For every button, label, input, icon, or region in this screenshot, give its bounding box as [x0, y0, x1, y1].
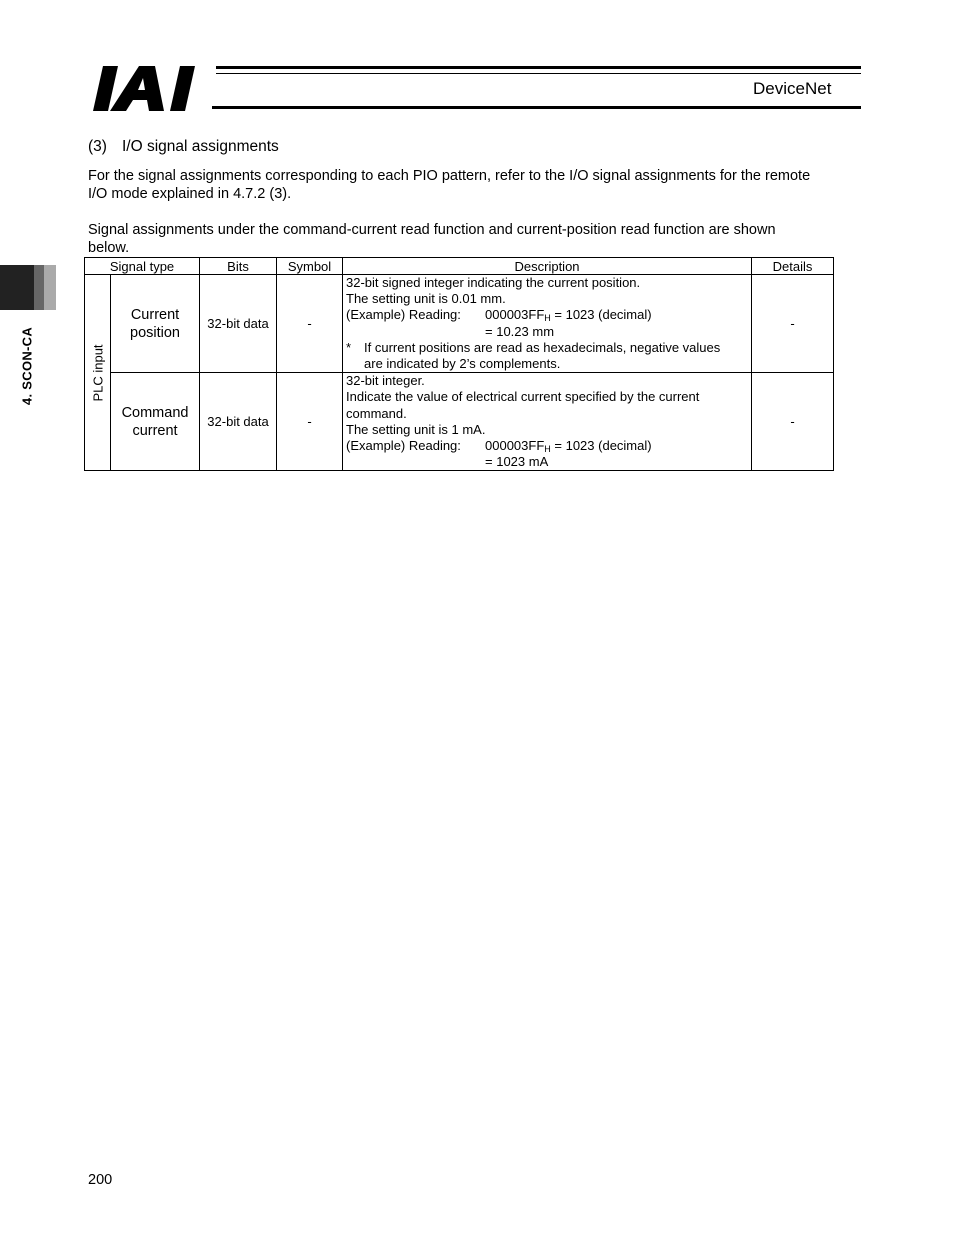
example-line: (Example) Reading: $000003FF_H = 1023$ (decimal) — [346, 307, 652, 324]
side-tab-label: 4. SCON-CA — [19, 326, 35, 406]
paragraph — [88, 167, 878, 203]
header-bits: Bits — [200, 258, 277, 275]
details-cell: - — [752, 373, 834, 471]
paragraph-line: Signal assignments under the command-current read function and current-position read function are shown — [88, 222, 776, 238]
paragraph-line: I/O mode explained in 4.7.2 (3). — [88, 186, 292, 202]
header-rule-mid — [216, 73, 861, 74]
description-cell: 32-bit integer. Indicate the value of electrical current specified by the current command. The setting unit is 1 mA. (Example) Reading: $000003FF_H = 1023$ (decimal) = 1023 mA — [343, 373, 752, 471]
section-number: (3) — [88, 138, 107, 155]
iai-logo — [93, 66, 211, 111]
header-rule-bottom — [212, 106, 861, 109]
header-rule-top — [216, 66, 861, 69]
signal-name: Command current — [111, 373, 200, 471]
symbol-cell: - — [277, 275, 343, 373]
bits-cell: 32-bit data — [200, 373, 277, 471]
header-signal-type: Signal type — [85, 258, 200, 275]
group-cell — [85, 275, 111, 471]
signal-assignment-table — [84, 257, 834, 471]
symbol-cell: - — [277, 373, 343, 471]
header-title: DeviceNet — [753, 79, 832, 98]
group-label: PLC input — [90, 344, 105, 402]
page-number: 200 — [88, 1172, 113, 1188]
side-tab-marker — [0, 265, 34, 310]
note: * If current positions are read as hexadecimals, negative values are indicated by 2’s complements. — [346, 339, 721, 372]
table-row — [85, 373, 834, 471]
details-cell: - — [752, 275, 834, 373]
description-cell: 32-bit signed integer indicating the current position. The setting unit is 0.01 mm. (Example) Reading: $000003FF_H = 1023$ (decimal) = 10.23 mm * If current positions are read as hexadecimals, negative values are indicated by 2’s complements. — [343, 275, 752, 373]
header-description: Description — [343, 258, 752, 275]
side-tab-marker-light — [44, 265, 56, 310]
side-tab-marker-mid — [34, 265, 44, 310]
section-heading — [88, 138, 279, 156]
example-line: (Example) Reading: $000003FF_H = 1023$ (decimal) — [346, 438, 652, 455]
paragraph-line: For the signal assignments corresponding to each PIO pattern, refer to the I/O signal assignments for the remote — [88, 168, 811, 184]
header-details: Details — [752, 258, 834, 275]
paragraph-line: below. — [88, 240, 130, 256]
section-title: I/O signal assignments — [122, 138, 279, 155]
header-symbol: Symbol — [277, 258, 343, 275]
bits-cell: 32-bit data — [200, 275, 277, 373]
table-row — [85, 275, 834, 373]
paragraph — [88, 221, 878, 257]
signal-name: Current position — [111, 275, 200, 373]
table-header-row — [85, 258, 834, 275]
